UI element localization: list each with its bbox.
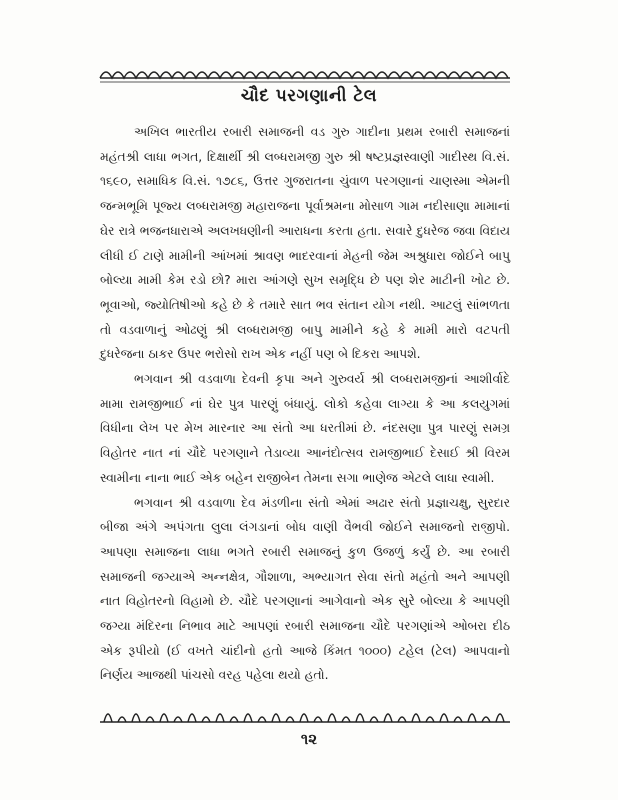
bottom-ornament-border <box>96 703 514 725</box>
paragraph: ભગવાન શ્રી વડવાળા દેવ મંડળીના સંતો એમાં અઢાર સંતો પ્રજ્ઞાચક્ષુ, સુરદાર બીજા અંગે અપંગતા લુલા લંગડાનાં બોધ વાણી વૈભવી જોઈને સમાજનો રાજીપો. આપણા સમાજના લાધા ભગતે રબારી સમાજનું કુળ ઉજળું કર્યું છે. આ રબારી સમાજની જગ્યાએ અન્નક્ષેત્ર, ગૌશાળા, અભ્યાગત સેવા સંતો મહંતો અને આપણી નાત વિહોતરનો વિહામો છે. ચૌદે પરગણાનાં આગેવાનો એક સુરે બોલ્યા કે આપણી જગ્યા મંદિરના નિભાવ માટે આપણાં રબારી સમાજના ચૌદે પરગણાંએ ઓબરા દીઠ એક રૂપીયો (ઈ વખતે ચાંદીનો હતો આજે કિંમત ૧૦૦૦) ટહેલ (ટેલ) આપવાનો નિર્ણય આજથી પાંચસો વરહ પહેલા થયો હતો. <box>100 495 510 683</box>
body-text <box>100 120 510 688</box>
paragraph: ભગવાન શ્રી વડવાળા દેવની કૃપા અને ગુરુવર્ય શ્રી લબ્ધરામજીનાં આશીર્વાદે મામા રામજીભાઈ નાં ઘેર પુત્ર પારણું બંધાયું. લોકો કહેવા લાગ્યા કે આ કલયુગમાં વિધીના લેખ પર મેખ મારનાર આ સંતો આ ધરતીમાં છે. નંદસણા પુત્ર પારણું સમગ્ર વિહોતર નાત નાં ચૌદે પરગણાને તેડાવ્યા આનંદોત્સવ રામજીભાઈ દેસાઈ શ્રી વિરમ સ્વામીના નાના ભાઈ એક બહેન રાજીબેન તેમના સગા ભાણેજ એટલે લાધા સ્વામી. <box>100 372 511 485</box>
page-title: ચૌદ પરગણાની ટેલ <box>240 86 378 106</box>
paragraph: અખિલ ભારતીય રબારી સમાજની વડ ગુરુ ગાદીના પ્રથમ રબારી સમાજનાં મહંતશ્રી લાધા ભગત, દિક્ષાર્થી શ્રી લબ્ધરામજી ગુરુ શ્રી ષષ્ટપ્રજ્ઞસ્વાણી ગાદીસ્થ વિ.સં. ૧૬૯૦, સમાધિક વિ.સં. ૧૭૮૬, ઉત્તર ગુજરાતના ચુંવાળ પરગણાનાં ચાણસ્મા એમની જન્મભૂમિ પૂજ્ય લબ્ધરામજી મહારાજના પૂર્વાશ્રમના મોસાળ ગામ નદીસાણા મામાનાં ઘેર રાત્રે ભજનધારાએ અલખધણીની આરાધના કરતા હતા. સવારે દુધરેજ જવા વિદાય લીધી ઈ ટાણે મામીની આંખમાં શ્રાવણ ભાદરવાનાં મેહની જેમ અશ્રુધારા જોઈને બાપુ બોલ્યા મામી કેમ રડો છો? મારા આંગણે સુખ સમૃદ્ધિ છે પણ શેર માટીની ખોટ છે. ભૂવાઓ, જ્યોતિષીઓ કહે છે કે તમારે સાત ભવ સંતાન યોગ નથી. આટલું સાંભળતા તો વડવાળાનું ઓઢણું શ્રી લબ્ધરામજી બાપુ મામીને કહે કે મામી મારો વટપતી દુધરેજના ઠાકર ઉપર ભરોસો રાખ એક નહીં પણ બે દિકરા આપશે. <box>100 125 510 362</box>
top-ornament-border <box>96 64 514 86</box>
page-number: ૧૨ <box>300 730 318 748</box>
